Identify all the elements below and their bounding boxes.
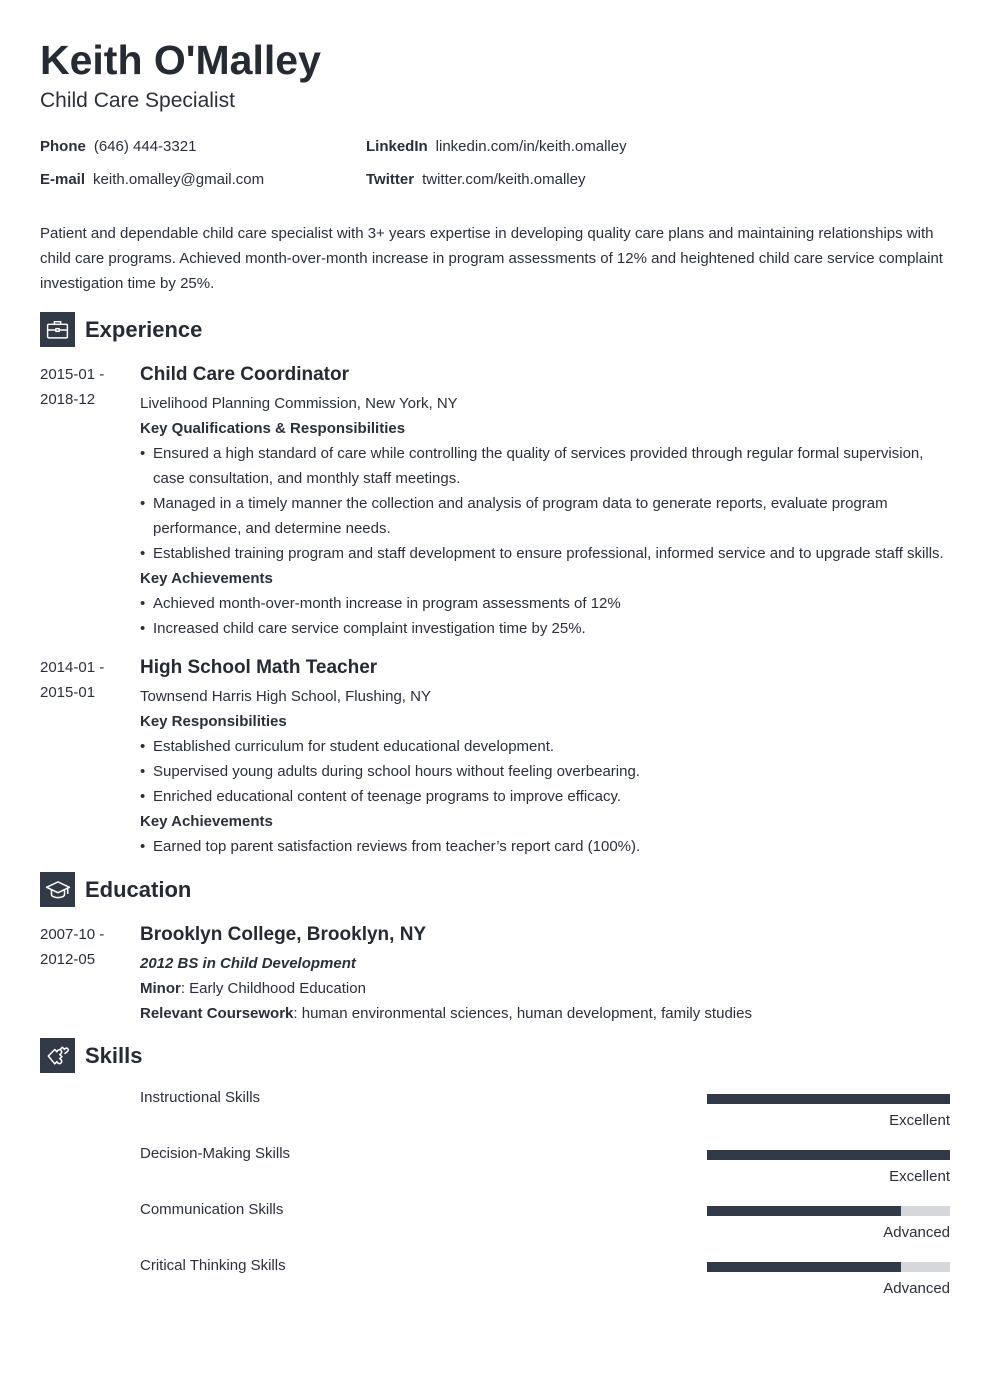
education-entry	[40, 922, 950, 1026]
list-item: • Enriched educational content of teenage programs to improve efficacy.	[140, 784, 950, 809]
list-item: • Ensured a high standard of care while controlling the quality of services provided through regular formal supervision, case consultation, and monthly staff meetings.	[140, 441, 950, 491]
list-item: • Established training program and staff development to ensure professional, informed service and to upgrade staff skills.	[140, 541, 950, 566]
responsibilities-list	[140, 734, 950, 809]
entry-dates	[40, 655, 120, 859]
contact-email-label: E-mail	[40, 171, 86, 188]
entry-body	[140, 922, 950, 1026]
contact-phone-label: Phone	[40, 138, 86, 155]
skills-heading: Skills	[85, 1042, 143, 1068]
contact-phone-value: (646) 444-3321	[93, 138, 197, 155]
education-section-header	[40, 872, 950, 907]
skill-name: Communication Skills	[140, 1201, 284, 1218]
skill-bar	[707, 1262, 950, 1272]
skill-row	[140, 1142, 950, 1198]
entry-body	[140, 362, 950, 641]
skill-level: Excellent	[889, 1168, 950, 1185]
experience-section-header	[40, 312, 950, 347]
contact-phone	[40, 136, 366, 158]
job-title: Child Care Coordinator	[140, 364, 350, 385]
list-item: • Earned top parent satisfaction reviews from teacher’s report card (100%).	[140, 834, 950, 859]
list-item: • Achieved month-over-month increase in program assessments of 12%	[140, 591, 950, 616]
skill-name: Critical Thinking Skills	[140, 1257, 286, 1274]
entry-body	[140, 655, 950, 859]
experience-entry	[40, 362, 950, 641]
achievements-list	[140, 591, 950, 641]
achievements-heading: Key Achievements	[140, 813, 273, 830]
minor-label: Minor	[140, 980, 181, 997]
skill-rating	[707, 1198, 950, 1254]
skill-bar-fill	[707, 1262, 901, 1272]
entry-date-start: 2014-01 -	[40, 659, 105, 676]
puzzle-piece-icon	[40, 1038, 75, 1073]
list-item: • Established curriculum for student educational development.	[140, 734, 950, 759]
contact-email	[40, 169, 366, 191]
minor-value: : Early Childhood Education	[180, 980, 366, 997]
experience-heading: Experience	[85, 316, 203, 342]
contact-linkedin-label: LinkedIn	[366, 138, 428, 155]
briefcase-icon	[40, 312, 75, 347]
skill-rating	[707, 1142, 950, 1198]
skill-row	[140, 1254, 950, 1310]
entry-date-end: 2018-12	[40, 391, 96, 408]
entry-date-end: 2012-05	[40, 951, 96, 968]
skill-bar	[707, 1206, 950, 1216]
achievements-heading: Key Achievements	[140, 570, 273, 587]
skill-level: Advanced	[883, 1224, 950, 1241]
coursework	[140, 1001, 950, 1026]
coursework-label: Relevant Coursework	[140, 1005, 294, 1022]
skills-list	[140, 1086, 950, 1310]
job-company: Townsend Harris High School, Flushing, NY	[140, 688, 431, 705]
skill-level: Advanced	[883, 1280, 950, 1297]
skill-bar	[707, 1094, 950, 1104]
profile-summary: Patient and dependable child care specialist with 3+ years expertise in developing quality care plans and maintaining relationships with child care programs. Achieved month-over-month increase in program assessments of 12% and heightened child care service complaint investigation time by 25%.	[40, 225, 943, 292]
skill-bar	[707, 1150, 950, 1160]
contact-info	[40, 136, 950, 191]
education-heading: Education	[85, 876, 192, 902]
skill-bar-fill	[707, 1094, 950, 1104]
responsibilities-heading: Key Qualifications & Responsibilities	[140, 420, 406, 437]
resume-page	[40, 36, 950, 1310]
list-item: • Increased child care service complaint investigation time by 25%.	[140, 616, 950, 641]
minor	[140, 976, 950, 1001]
responsibilities-list	[140, 441, 950, 566]
skill-row	[140, 1086, 950, 1142]
list-item: • Supervised young adults during school hours without feeling overbearing.	[140, 759, 950, 784]
school-name: Brooklyn College, Brooklyn, NY	[140, 924, 427, 945]
skill-row	[140, 1198, 950, 1254]
coursework-value: : human environmental sciences, human development, family studies	[293, 1005, 752, 1022]
skills-section-header	[40, 1038, 950, 1073]
entry-date-end: 2015-01	[40, 684, 96, 701]
candidate-title: Child Care Specialist	[40, 89, 235, 112]
job-title: High School Math Teacher	[140, 657, 378, 678]
skill-bar-fill	[707, 1206, 901, 1216]
experience-entry	[40, 655, 950, 859]
contact-linkedin	[366, 136, 950, 158]
entry-dates	[40, 922, 120, 1026]
contact-twitter-value: twitter.com/keith.omalley	[422, 171, 586, 188]
skill-name: Decision-Making Skills	[140, 1145, 291, 1162]
contact-email-value: keith.omalley@gmail.com	[93, 171, 265, 188]
contact-linkedin-value: linkedin.com/in/keith.omalley	[435, 138, 627, 155]
list-item: • Managed in a timely manner the collection and analysis of program data to generate reports, evaluate program performance, and determine needs.	[140, 491, 950, 541]
achievements-list	[140, 834, 950, 859]
skill-level: Excellent	[889, 1112, 950, 1129]
entry-date-start: 2007-10 -	[40, 926, 105, 943]
responsibilities-heading: Key Responsibilities	[140, 713, 287, 730]
degree: 2012 BS in Child Development	[140, 955, 356, 972]
entry-dates	[40, 362, 120, 641]
contact-twitter-label: Twitter	[366, 171, 415, 188]
entry-date-start: 2015-01 -	[40, 366, 105, 383]
skill-name: Instructional Skills	[140, 1089, 261, 1106]
skill-rating	[707, 1086, 950, 1142]
graduation-cap-icon	[40, 872, 75, 907]
job-company: Livelihood Planning Commission, New York, NY	[140, 395, 458, 412]
skill-rating	[707, 1254, 950, 1310]
contact-twitter	[366, 169, 950, 191]
skill-bar-fill	[707, 1150, 950, 1160]
candidate-name: Keith O'Malley	[40, 37, 321, 83]
